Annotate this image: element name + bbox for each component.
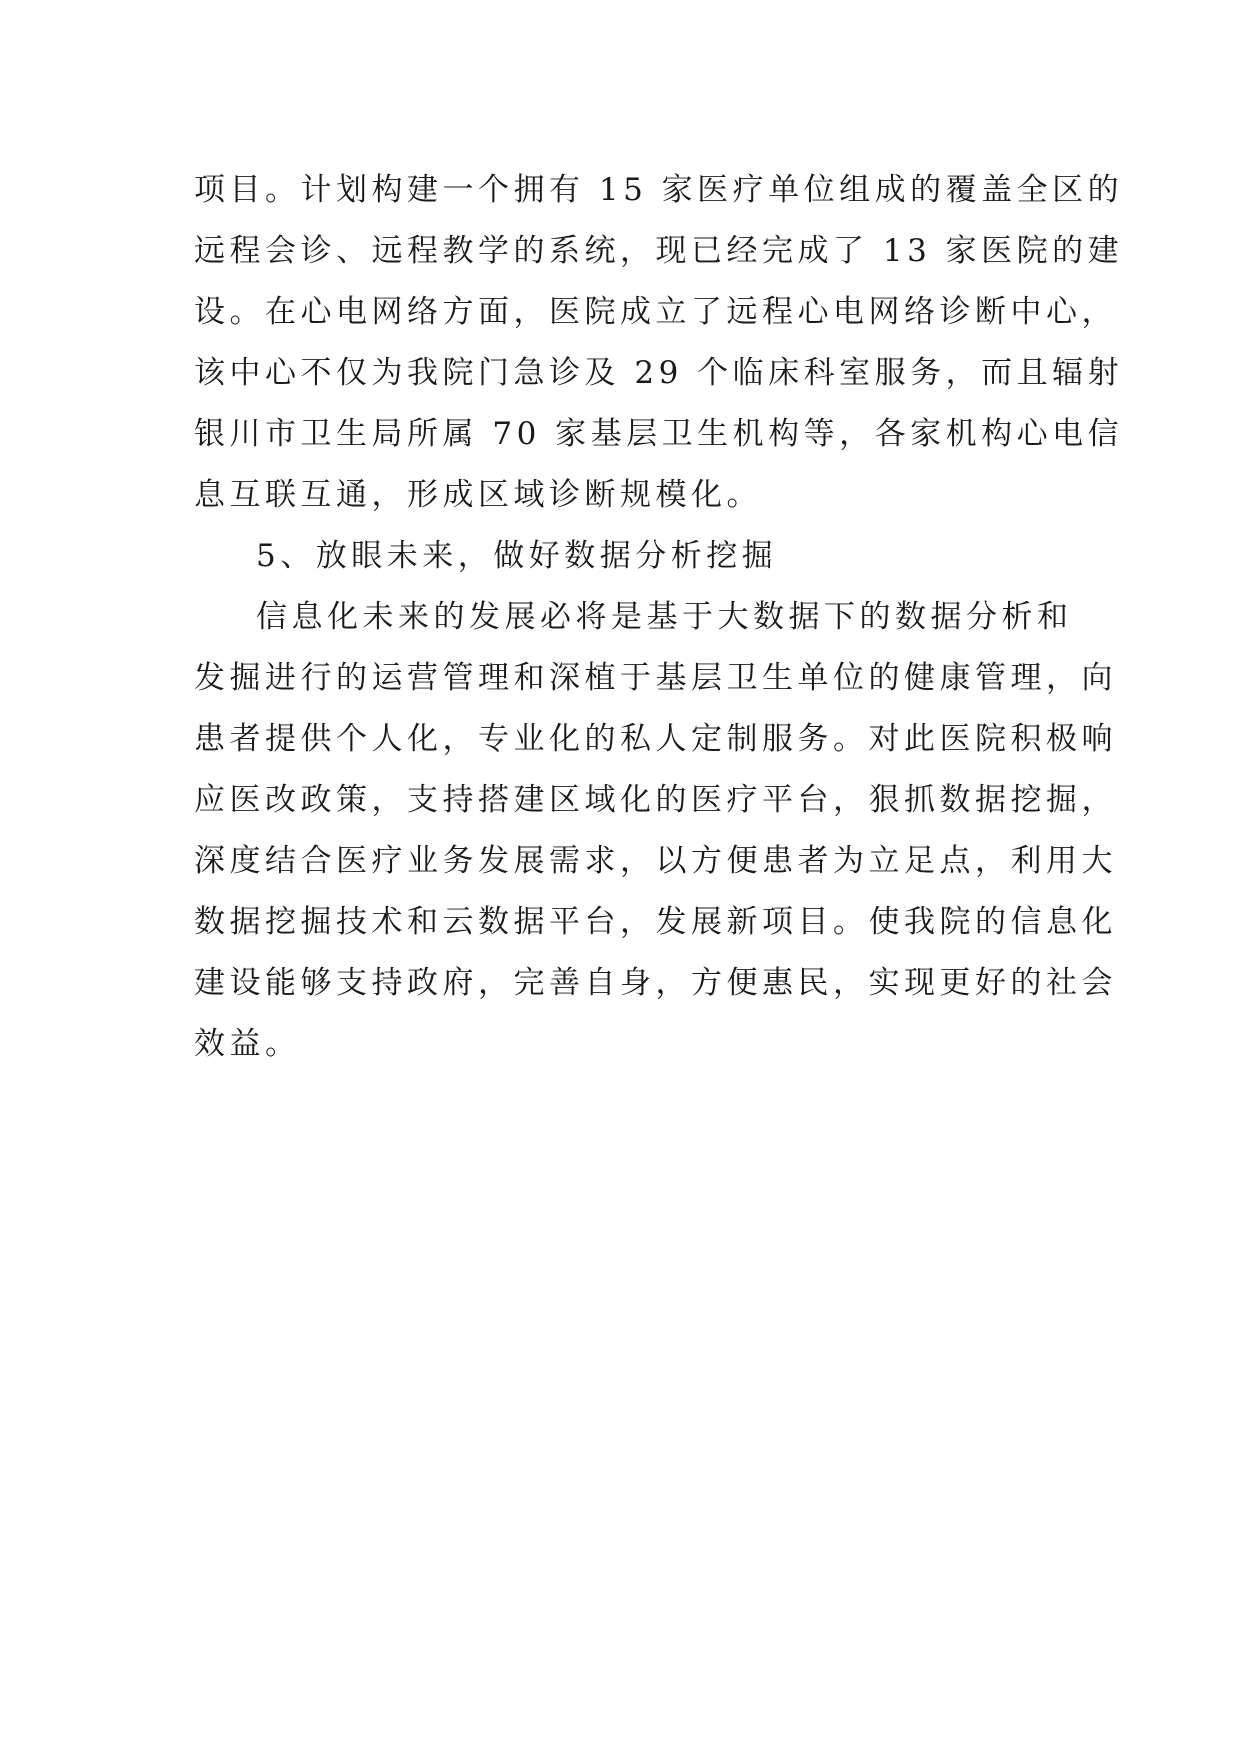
text-line: 银川市卫生局所属 70 家基层卫生机构等，各家机构心电信 [194, 416, 1124, 452]
paragraph-continued [194, 160, 1124, 526]
text-line: 设。在心电网络方面，医院成立了远程心电网络诊断中心， [194, 294, 1117, 330]
text-line: 项目。计划构建一个拥有 15 家医疗单位组成的覆盖全区的 [194, 172, 1124, 208]
document-body [194, 160, 1124, 1075]
text-line: 信息化未来的发展必将是基于大数据下的数据分析和 [256, 599, 1073, 635]
text-line: 应医改政策，支持搭建区域化的医疗平台，狠抓数据挖掘， [194, 782, 1117, 818]
text-line: 效益。 [194, 1026, 301, 1062]
text-line: 该中心不仅为我院门急诊及 29 个临床科室服务，而且辐射 [194, 355, 1124, 391]
text-line: 发掘进行的运营管理和深植于基层卫生单位的健康管理，向 [194, 660, 1117, 696]
text-line: 远程会诊、远程教学的系统，现已经完成了 13 家医院的建 [194, 233, 1124, 269]
text-line: 深度结合医疗业务发展需求，以方便患者为立足点，利用大 [194, 843, 1117, 879]
text-line: 患者提供个人化，专业化的私人定制服务。对此医院积极响 [194, 721, 1117, 757]
text-line: 息互联互通，形成区域诊断规模化。 [194, 477, 762, 513]
section-heading-text: 5、放眼未来，做好数据分析挖掘 [256, 538, 778, 574]
text-line: 建设能够支持政府，完善自身，方便惠民，实现更好的社会 [194, 965, 1117, 1001]
text-line: 数据挖掘技术和云数据平台，发展新项目。使我院的信息化 [194, 904, 1117, 940]
section-heading [194, 526, 1074, 587]
paragraph-future [194, 587, 1117, 1075]
